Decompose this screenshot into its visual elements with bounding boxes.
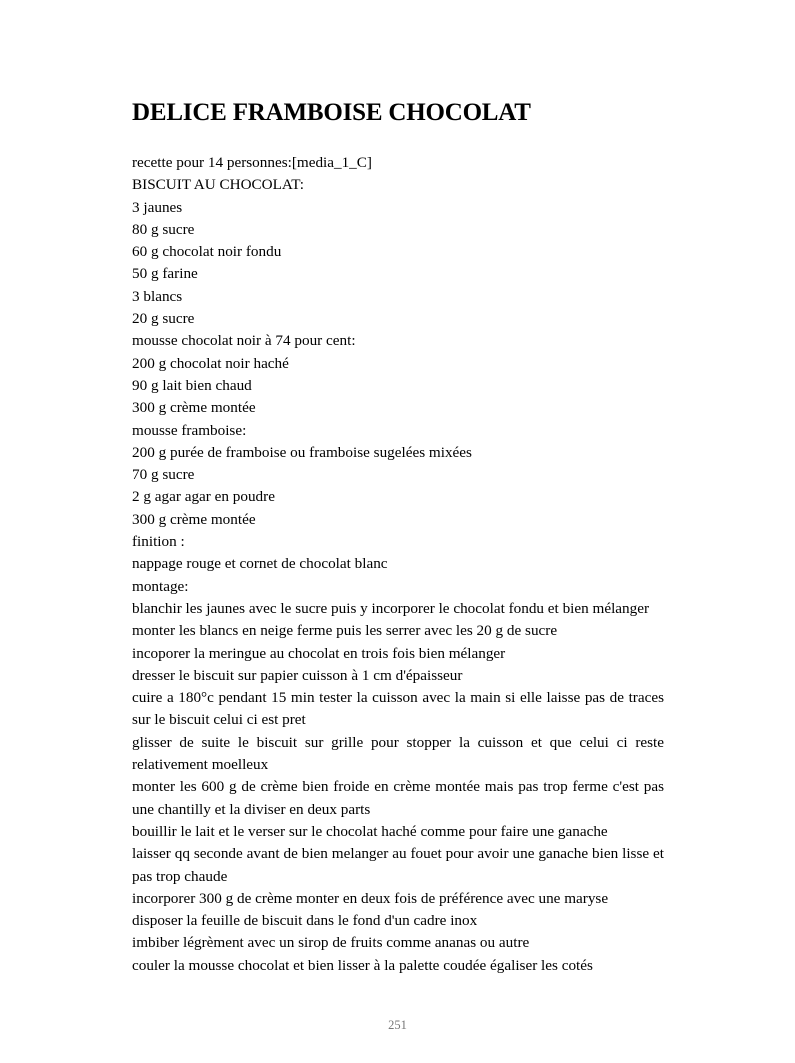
ingredient-line: 70 g sucre [132,466,195,484]
instruction-step: couler la mousse chocolat et bien lisser à la palette coudée égaliser les cotés [132,956,593,974]
ingredient-line: 3 blancs [132,287,183,305]
ingredient-line: 80 g sucre [132,220,195,238]
instruction-step: glisser de suite le biscuit sur grille pour stopper la cuisson et que celui ci reste relativement moelleux [132,733,664,774]
section-heading-biscuit: BISCUIT AU CHOCOLAT: [132,176,304,194]
ingredient-line: 60 g chocolat noir fondu [132,243,282,261]
ingredient-line: 3 jaunes [132,198,183,216]
servings-line: recette pour 14 personnes:[media_1_C] [132,154,372,171]
ingredient-line: 2 g agar agar en poudre [132,488,275,506]
ingredient-line: 300 g crème montée [132,399,256,417]
instruction-step: incorporer 300 g de crème monter en deux fois de préférence avec une maryse [132,889,609,907]
instruction-step: bouillir le lait et le verser sur le chocolat haché comme pour faire une ganache [132,822,608,840]
ingredient-line: 300 g crème montée [132,510,256,528]
ingredient-line: 200 g chocolat noir haché [132,354,289,372]
instruction-step: laisser qq seconde avant de bien melanger au fouet pour avoir une ganache bien lisse et pas trop chaude [132,845,664,885]
recipe-body [132,152,664,977]
ingredient-line: 50 g farine [132,265,198,283]
instruction-step: disposer la feuille de biscuit dans le fond d'un cadre inox [132,912,478,930]
finishing-line: nappage rouge et cornet de chocolat blanc [132,555,388,573]
instruction-step: monter les blancs en neige ferme puis les serrer avec les 20 g de sucre [132,622,558,640]
instruction-step: incoporer la meringue au chocolat en trois fois bien mélanger [132,644,506,662]
instruction-step: blanchir les jaunes avec le sucre puis y incorporer le chocolat fondu et bien mélanger [132,599,650,617]
section-heading-assembly: montage: [132,577,189,595]
section-heading-raspberry-mousse: mousse framboise: [132,421,247,439]
instruction-step: monter les 600 g de crème bien froide en crème montée mais pas trop ferme c'est pas une chantilly et la diviser en deux parts [132,778,664,818]
ingredient-line: 200 g purée de framboise ou framboise sugelées mixées [132,443,472,461]
recipe-title: DELICE FRAMBOISE CHOCOLAT [132,99,531,126]
instruction-step: cuire a 180°c pendant 15 min tester la cuisson avec la main si elle laisse pas de traces sur le biscuit celui ci est pret [132,689,664,729]
ingredient-line: 20 g sucre [132,310,195,328]
page-number: 251 [388,1018,407,1032]
section-heading-chocolate-mousse: mousse chocolat noir à 74 pour cent: [132,332,356,350]
instruction-step: dresser le biscuit sur papier cuisson à 1 cm d'épaisseur [132,666,463,684]
section-heading-finishing: finition : [132,533,185,551]
ingredient-line: 90 g lait bien chaud [132,376,252,394]
instruction-step: imbiber légrèment avec un sirop de fruits comme ananas ou autre [132,934,530,952]
